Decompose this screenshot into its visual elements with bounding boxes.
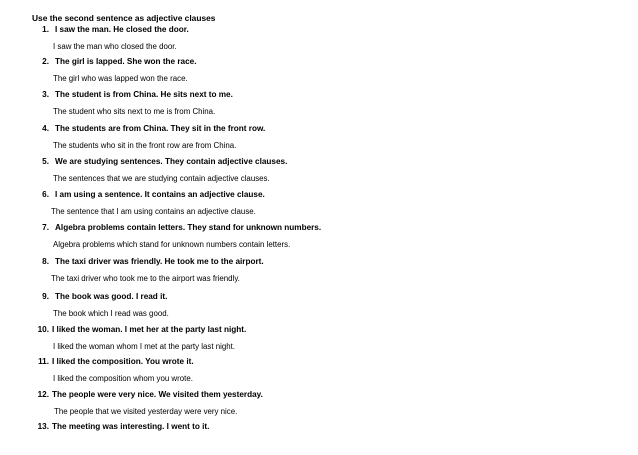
exercise-question xyxy=(32,222,321,234)
question-text: The taxi driver was friendly. He took me to the airport. xyxy=(55,257,264,266)
exercise-answer: The student who sits next to me is from China. xyxy=(53,107,216,116)
list-item xyxy=(0,189,638,223)
exercise-question xyxy=(27,324,246,336)
question-text: Algebra problems contain letters. They stand for unknown numbers. xyxy=(55,223,322,232)
exercise-number: 11. xyxy=(38,357,49,366)
exercise-question xyxy=(32,156,287,168)
list-item xyxy=(0,389,638,423)
list-item xyxy=(0,421,638,455)
exercise-answer: The sentence that I am using contains an adjective clause. xyxy=(51,207,256,216)
exercise-answer: I saw the man who closed the door. xyxy=(53,42,177,51)
exercise-answer: Algebra problems which stand for unknown numbers contain letters. xyxy=(53,240,291,249)
exercise-answer: The girl who was lapped won the race. xyxy=(53,74,188,83)
exercise-question xyxy=(27,389,263,401)
exercise-number: 7. xyxy=(42,223,49,232)
exercise-number: 6. xyxy=(42,190,49,199)
exercise-number: 10. xyxy=(37,325,49,334)
list-item xyxy=(0,291,638,325)
exercise-number: 9. xyxy=(42,292,49,301)
list-item xyxy=(0,222,638,256)
exercise-question xyxy=(32,89,233,101)
question-text: The girl is lapped. She won the race. xyxy=(55,57,197,66)
exercise-question xyxy=(32,24,189,36)
exercise-answer: The people that we visited yesterday were very nice. xyxy=(54,407,238,416)
question-text: I saw the man. He closed the door. xyxy=(55,25,189,34)
exercise-question xyxy=(32,291,167,303)
exercise-question xyxy=(32,189,265,201)
worksheet-instruction: Use the second sentence as adjective clauses xyxy=(32,13,216,23)
question-text: The meeting was interesting. I went to it. xyxy=(52,422,210,431)
exercise-number: 1. xyxy=(42,25,49,34)
list-item xyxy=(0,256,638,290)
exercise-question xyxy=(32,123,265,135)
question-text: We are studying sentences. They contain adjective clauses. xyxy=(55,157,288,166)
exercise-answer: The book which I read was good. xyxy=(53,309,169,318)
question-text: I liked the woman. I met her at the party last night. xyxy=(52,325,247,334)
question-text: I liked the composition. You wrote it. xyxy=(52,357,194,366)
exercise-answer: The sentences that we are studying contain adjective clauses. xyxy=(53,174,270,183)
exercise-question xyxy=(32,56,197,68)
exercise-question xyxy=(32,256,264,268)
question-text: The students are from China. They sit in the front row. xyxy=(55,124,266,133)
list-item xyxy=(0,156,638,190)
question-text: The student is from China. He sits next to me. xyxy=(55,90,233,99)
list-item xyxy=(0,324,638,358)
exercise-answer: I liked the composition whom you wrote. xyxy=(53,374,193,383)
exercise-answer: I liked the woman whom I met at the party last night. xyxy=(53,342,236,351)
list-item xyxy=(0,56,638,90)
exercise-number: 5. xyxy=(42,157,49,166)
exercise-number: 4. xyxy=(42,124,49,133)
question-text: The people were very nice. We visited them yesterday. xyxy=(52,390,263,399)
exercise-number: 13. xyxy=(37,422,49,431)
exercise-number: 8. xyxy=(42,257,49,266)
question-text: I am using a sentence. It contains an adjective clause. xyxy=(55,190,265,199)
exercise-question xyxy=(27,356,194,368)
exercise-question xyxy=(27,421,209,433)
exercise-number: 12. xyxy=(37,390,49,399)
list-item xyxy=(0,24,638,58)
question-text: The book was good. I read it. xyxy=(55,292,168,301)
exercise-number: 2. xyxy=(42,57,49,66)
exercise-answer: The taxi driver who took me to the airport was friendly. xyxy=(51,274,240,283)
exercise-answer: The students who sit in the front row are from China. xyxy=(53,141,237,150)
list-item xyxy=(0,89,638,123)
exercise-number: 3. xyxy=(42,90,49,99)
list-item xyxy=(0,123,638,157)
list-item xyxy=(0,356,638,390)
